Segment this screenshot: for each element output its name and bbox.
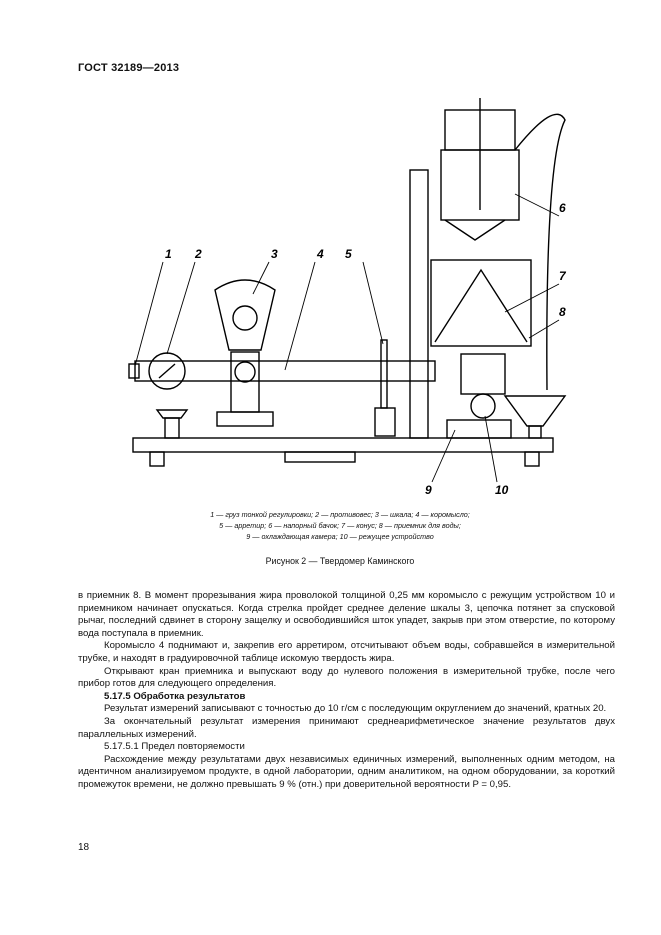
callout-1: 1 [165,247,172,261]
scale-base [217,412,273,426]
water-receiver [431,260,531,346]
callout-4: 4 [317,247,324,261]
callout-5: 5 [345,247,352,261]
page-header-standard: ГОСТ 32189—2013 [78,62,180,74]
section-heading: 5.17.5 Обработка результатов [104,690,246,702]
callout-8: 8 [559,305,566,319]
scale-head [215,280,275,350]
legend-line: 5 — арретир; 6 — напорный бачок; 7 — конус; 8 — приемник для воды; [219,521,461,530]
subsection-heading: 5.17.5.1 Предел повторяемости [104,741,245,753]
scale-dial [233,306,257,330]
figure-hardness-tester [95,90,585,500]
left-stand-top [157,410,187,418]
cooling-chamber [447,420,511,438]
beam-pivot [235,362,255,382]
pressure-tank-funnel [445,220,505,240]
base-handle [285,452,355,462]
body-text [78,590,615,792]
right-tube [515,114,565,390]
figure-caption: Рисунок 2 — Твердомер Каминского [265,556,415,566]
cone [435,270,527,342]
counterweight-mark [159,364,175,378]
callout-3: 3 [271,247,278,261]
paragraph: Коромысло 4 поднимают и, закрепив его арретиром, отсчитывают объем воды, собравшейся в измерительной трубке, и находят в градуировочной таблице искомую твердость жира. [78,640,615,664]
legend-line: 9 — охлаждающая камера; 10 — режущее устройство [246,532,434,541]
tank-column [410,170,428,438]
right-funnel-stem [529,426,541,438]
paragraph: За окончательный результат измерения принимают среднеарифметическое значение результатов двух параллельных измерений. [78,715,615,740]
base-foot-right [525,452,539,466]
paragraph: Результат измерений записывают с точностью до 10 г/см с последующим округлением до значений, кратных 20. [104,703,607,715]
right-funnel [505,396,565,426]
callout-10: 10 [495,483,509,497]
base-foot-left [150,452,164,466]
arretir-rod [381,340,387,408]
callout-2: 2 [195,247,202,261]
beam [135,361,435,381]
page-number: 18 [78,842,90,853]
fine-weight [129,364,139,378]
figure-legend [120,509,560,542]
paragraph: Открывают кран приемника и выпускают воду до нулевого положения в измерительной трубке, после чего прибор готов для следующего определения. [78,665,615,690]
callout-7: 7 [559,269,566,283]
paragraph: Расхождение между результатами двух независимых единичных измерений, выполненных одним методом, на идентичном анализируемом продукте, в одной лаборатории, одним аналитиком, на одном оборудовании, за короткий промежуток времени, не должно превышать 9 % (отн.) при доверительной вероятности P = 0,95. [78,753,615,790]
cutting-wheel [471,394,495,418]
left-stand-post [165,418,179,438]
apparatus-drawing [95,90,585,500]
arretir-base [375,408,395,436]
legend-line: 1 — груз тонкой регулировки; 2 — противовес; 3 — шкала; 4 — коромысло; [210,510,470,519]
paragraph: в приемник 8. В момент прорезывания жира проволокой толщиной 0,25 мм коромысло с режущим устройством 10 и приемником начинает опускаться. Когда стрелка пройдет среднее деление шкалы 3, цепочка потянет за спусковой рычаг, последний сдвинет в сторону защелку и освободившийся шток упадет, закрыв при этом отверстие, по которому вода поступала в приемник. [78,590,615,639]
callout-9: 9 [425,483,432,497]
callout-6: 6 [559,201,566,215]
cutting-device [461,354,505,394]
